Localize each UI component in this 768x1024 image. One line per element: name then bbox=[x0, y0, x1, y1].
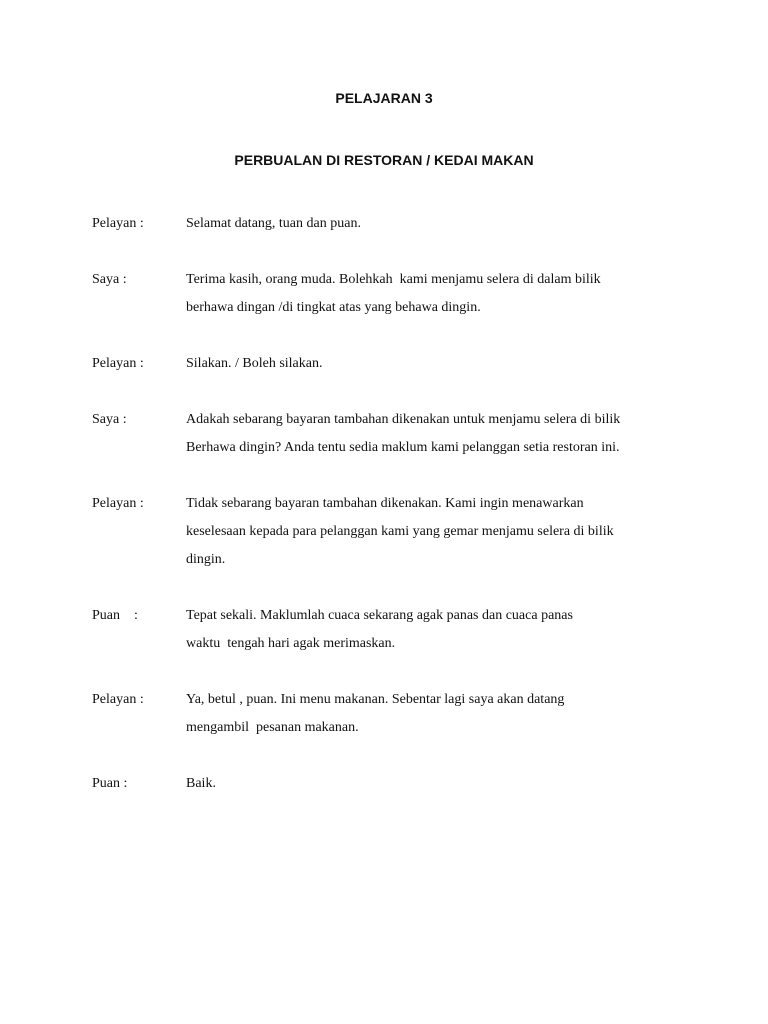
speech-line: Tepat sekali. Maklumlah cuaca sekarang agak panas dan cuaca panas bbox=[186, 608, 573, 623]
speaker-label: Pelayan : bbox=[92, 356, 144, 371]
speech-text bbox=[186, 490, 712, 574]
speaker-label: Saya : bbox=[92, 412, 127, 427]
dialogue-turn bbox=[92, 770, 712, 798]
dialogue-turn bbox=[92, 490, 712, 574]
speech-text bbox=[186, 266, 712, 322]
speech-text bbox=[186, 210, 712, 238]
speaker-label: Puan : bbox=[92, 608, 138, 623]
dialogue bbox=[92, 210, 712, 826]
speaker-label: Pelayan : bbox=[92, 692, 144, 707]
speech-line: Baik. bbox=[186, 776, 216, 791]
speech-line: Tidak sebarang bayaran tambahan dikenakan. Kami ingin menawarkan bbox=[186, 496, 584, 511]
speaker-label: Pelayan : bbox=[92, 216, 144, 231]
speech-line: keselesaan kepada para pelanggan kami yang gemar menjamu selera di bilik bbox=[186, 524, 614, 539]
speech-text bbox=[186, 602, 712, 658]
speech-text bbox=[186, 770, 712, 798]
speaker-label: Pelayan : bbox=[92, 496, 144, 511]
speaker-label: Saya : bbox=[92, 272, 127, 287]
speech-line: Selamat datang, tuan dan puan. bbox=[186, 216, 361, 231]
dialogue-turn bbox=[92, 210, 712, 238]
speech-line: dingin. bbox=[186, 552, 226, 567]
speech-line: Ya, betul , puan. Ini menu makanan. Sebentar lagi saya akan datang bbox=[186, 692, 565, 707]
speech-line: waktu tengah hari agak merimaskan. bbox=[186, 636, 396, 651]
speech-line: berhawa dingan /di tingkat atas yang behawa dingin. bbox=[186, 300, 481, 315]
speech-line: mengambil pesanan makanan. bbox=[186, 720, 359, 735]
dialogue-turn bbox=[92, 266, 712, 322]
speech-text bbox=[186, 350, 712, 378]
lesson-heading: PELAJARAN 3 bbox=[335, 90, 433, 106]
speech-line: Adakah sebarang bayaran tambahan dikenakan untuk menjamu selera di bilik bbox=[186, 412, 621, 427]
speech-line: Berhawa dingin? Anda tentu sedia maklum kami pelanggan setia restoran ini. bbox=[186, 440, 620, 455]
dialogue-turn bbox=[92, 350, 712, 378]
speaker-label: Puan : bbox=[92, 776, 128, 791]
speech-text bbox=[186, 406, 712, 462]
dialogue-turn bbox=[92, 602, 712, 658]
lesson-subheading: PERBUALAN DI RESTORAN / KEDAI MAKAN bbox=[234, 152, 534, 168]
speech-line: Silakan. / Boleh silakan. bbox=[186, 356, 323, 371]
dialogue-turn bbox=[92, 406, 712, 462]
speech-text bbox=[186, 686, 712, 742]
speech-line: Terima kasih, orang muda. Bolehkah kami menjamu selera di dalam bilik bbox=[186, 272, 601, 287]
dialogue-turn bbox=[92, 686, 712, 742]
